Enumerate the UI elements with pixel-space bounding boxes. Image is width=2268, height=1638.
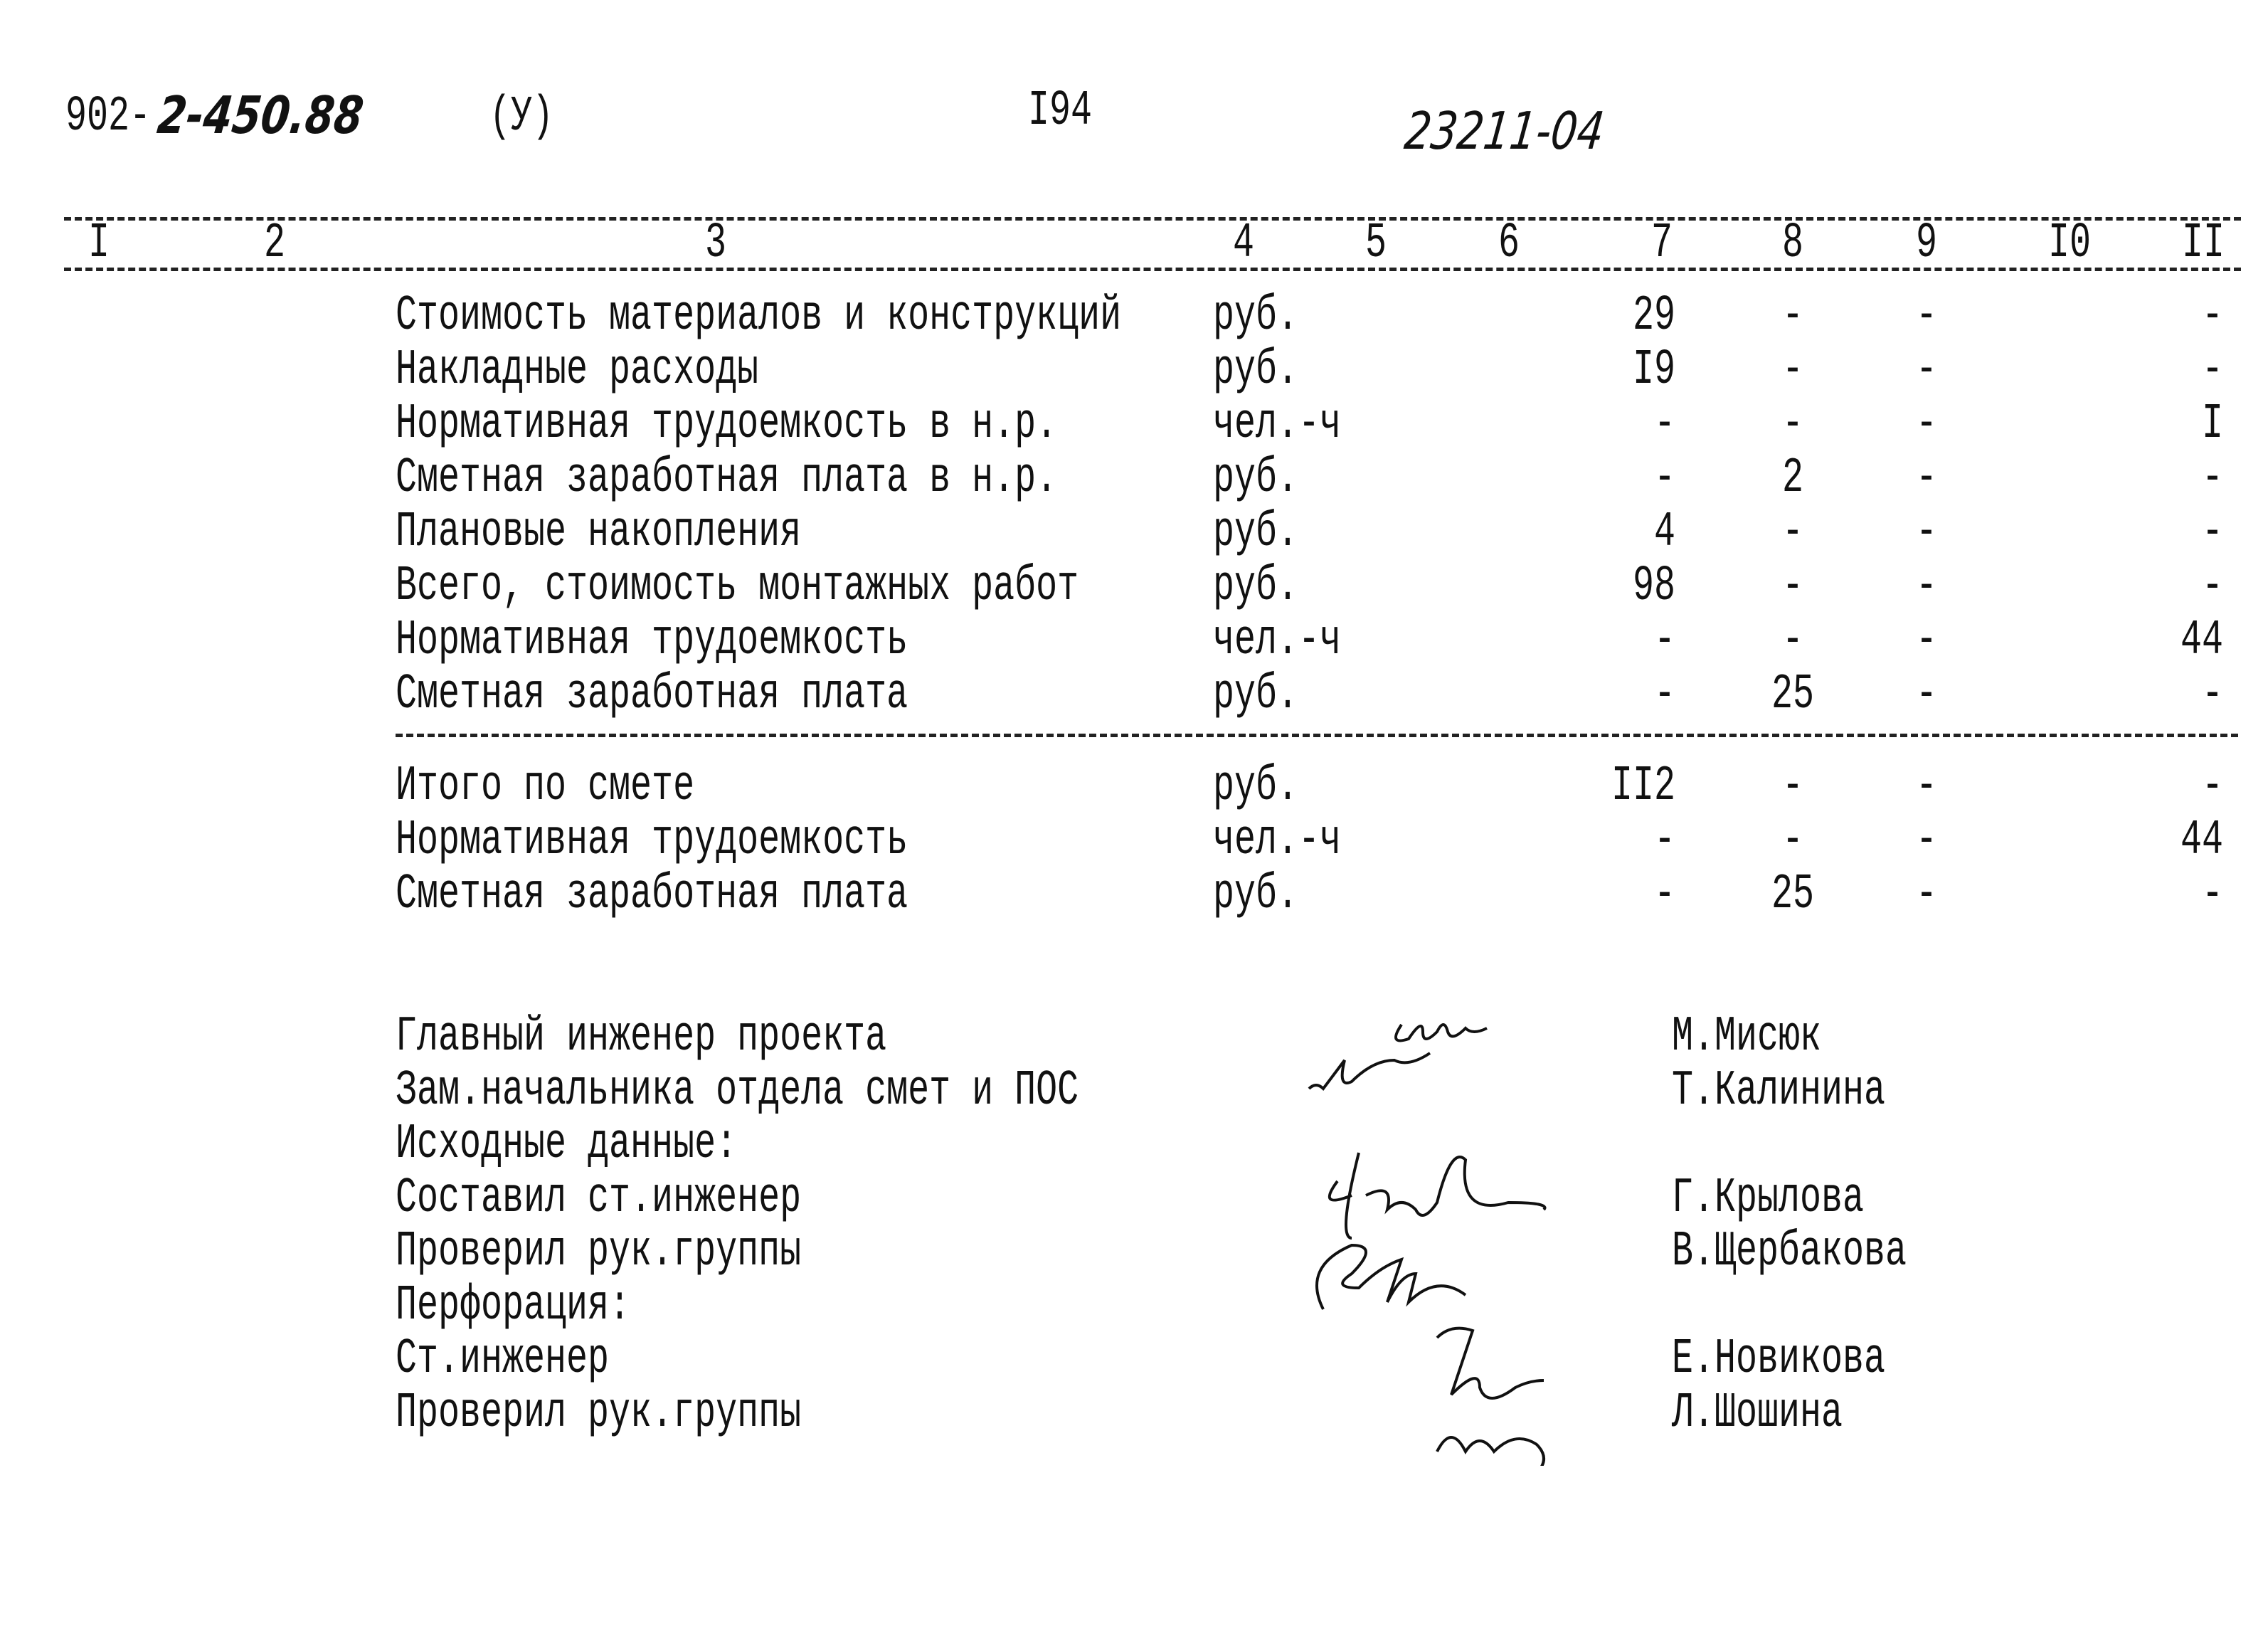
cell-col11: - [2201,758,2223,815]
column-header: 6 [1498,215,1520,273]
column-header: 8 [1781,215,1804,273]
signature-person: Г.Крылова [1672,1169,1865,1227]
cell-col7: - [1653,866,1675,924]
row-name: Итого по смете [396,758,695,815]
row-unit: чел.-ч [1213,812,1342,870]
cell-col9: - [1915,342,1938,399]
cell-col8: - [1781,558,1804,615]
cell-col11: - [2201,450,2223,507]
column-header: 5 [1364,215,1387,273]
cell-col9: - [1915,504,1938,561]
column-header: 4 [1232,215,1255,273]
row-name: Накладные расходы [396,342,759,399]
column-header: 7 [1650,215,1673,273]
row-name: Нормативная трудоемкость в н.р. [396,396,1058,453]
cell-col11: - [2201,558,2223,615]
cell-col9: - [1915,396,1938,453]
variant-label: (У) [489,88,554,146]
cell-col8: 25 [1771,666,1815,724]
cell-col11: 44 [2180,612,2223,670]
row-unit: руб. [1213,758,1299,815]
cell-col8: - [1781,612,1804,670]
cell-col11: - [2201,666,2223,724]
row-unit: руб. [1213,287,1299,345]
cell-col11: - [2201,866,2223,924]
row-unit: руб. [1213,558,1299,615]
row-unit: руб. [1213,504,1299,561]
cell-col8: - [1781,812,1804,870]
cell-col9: - [1915,866,1938,924]
row-unit: руб. [1213,450,1299,507]
column-header: 9 [1915,215,1938,273]
signature-role: Проверил рук.группы [396,1223,802,1281]
column-header: 3 [704,215,727,273]
cell-col7: - [1653,396,1675,453]
signature-role: Составил ст.инженер [396,1169,802,1227]
signature-person: Т.Калинина [1672,1062,1886,1119]
cell-col9: - [1915,812,1938,870]
row-name: Всего, стоимость монтажных работ [396,558,1079,615]
column-header: I0 [2047,215,2092,273]
cell-col9: - [1915,558,1938,615]
row-unit: чел.-ч [1213,396,1342,453]
cell-col11: 44 [2180,812,2223,870]
totals-divider [396,734,2238,737]
cell-col11: - [2201,287,2223,345]
cell-col9: - [1915,287,1938,345]
row-unit: руб. [1213,342,1299,399]
row-name: Сметная заработная плата в н.р. [396,450,1058,507]
signature-person: В.Щербакова [1672,1223,1907,1281]
doc-prefix: 902- [65,88,152,146]
signature-role: Зам.начальника отдела смет и ПОС [396,1062,1079,1119]
row-unit: руб. [1213,866,1299,924]
cell-col11: - [2201,342,2223,399]
signature-person: М.Мисюк [1672,1008,1822,1066]
row-name: Стоимость материалов и конструкций [396,287,1122,345]
signature-role: Главный инженер проекта [396,1008,887,1066]
signature-role: Проверил рук.группы [396,1384,802,1442]
signature-person: Л.Шошина [1672,1384,1843,1442]
column-header: 2 [263,215,286,273]
row-name: Нормативная трудоемкость [396,612,908,670]
cell-col8: - [1781,758,1804,815]
signature-person: Е.Новикова [1672,1331,1886,1388]
cell-col7: - [1653,812,1675,870]
cell-col9: - [1915,666,1938,724]
column-header: II [2181,215,2225,273]
cell-col7: 29 [1632,287,1675,345]
cell-col7: - [1653,666,1675,724]
cell-col9: - [1915,612,1938,670]
row-name: Сметная заработная плата [396,866,908,924]
cell-col8: 25 [1771,866,1815,924]
cell-col11: I [2201,396,2223,453]
row-unit: чел.-ч [1213,612,1342,670]
cell-col8: - [1781,287,1804,345]
cell-col7: 98 [1632,558,1675,615]
cell-col11: - [2201,504,2223,561]
cell-col9: - [1915,758,1938,815]
cell-col8: - [1781,342,1804,399]
column-header: I [88,215,110,273]
header-rule-top [64,217,2241,221]
page-number: I94 [1028,83,1093,140]
signature-role: Исходные данные: [396,1116,738,1173]
cell-col7: I9 [1632,342,1675,399]
row-name: Плановые накопления [396,504,802,561]
cell-col8: - [1781,396,1804,453]
cell-col7: 4 [1653,504,1675,561]
signature-role: Ст.инженер [396,1331,610,1388]
handwritten-signatures [1295,996,1622,1466]
cell-col7: - [1653,612,1675,670]
cell-col8: 2 [1781,450,1804,507]
cell-col7: II2 [1611,758,1675,815]
doc-number-handwritten: 2-450.88 [154,85,367,146]
cell-col8: - [1781,504,1804,561]
inventory-number-handwritten: 23211-04 [1401,100,1608,162]
signature-role: Перфорация: [396,1277,631,1334]
row-name: Нормативная трудоемкость [396,812,908,870]
cell-col7: - [1653,450,1675,507]
header-rule-bottom [64,268,2241,271]
cell-col9: - [1915,450,1938,507]
row-unit: руб. [1213,666,1299,724]
row-name: Сметная заработная плата [396,666,908,724]
